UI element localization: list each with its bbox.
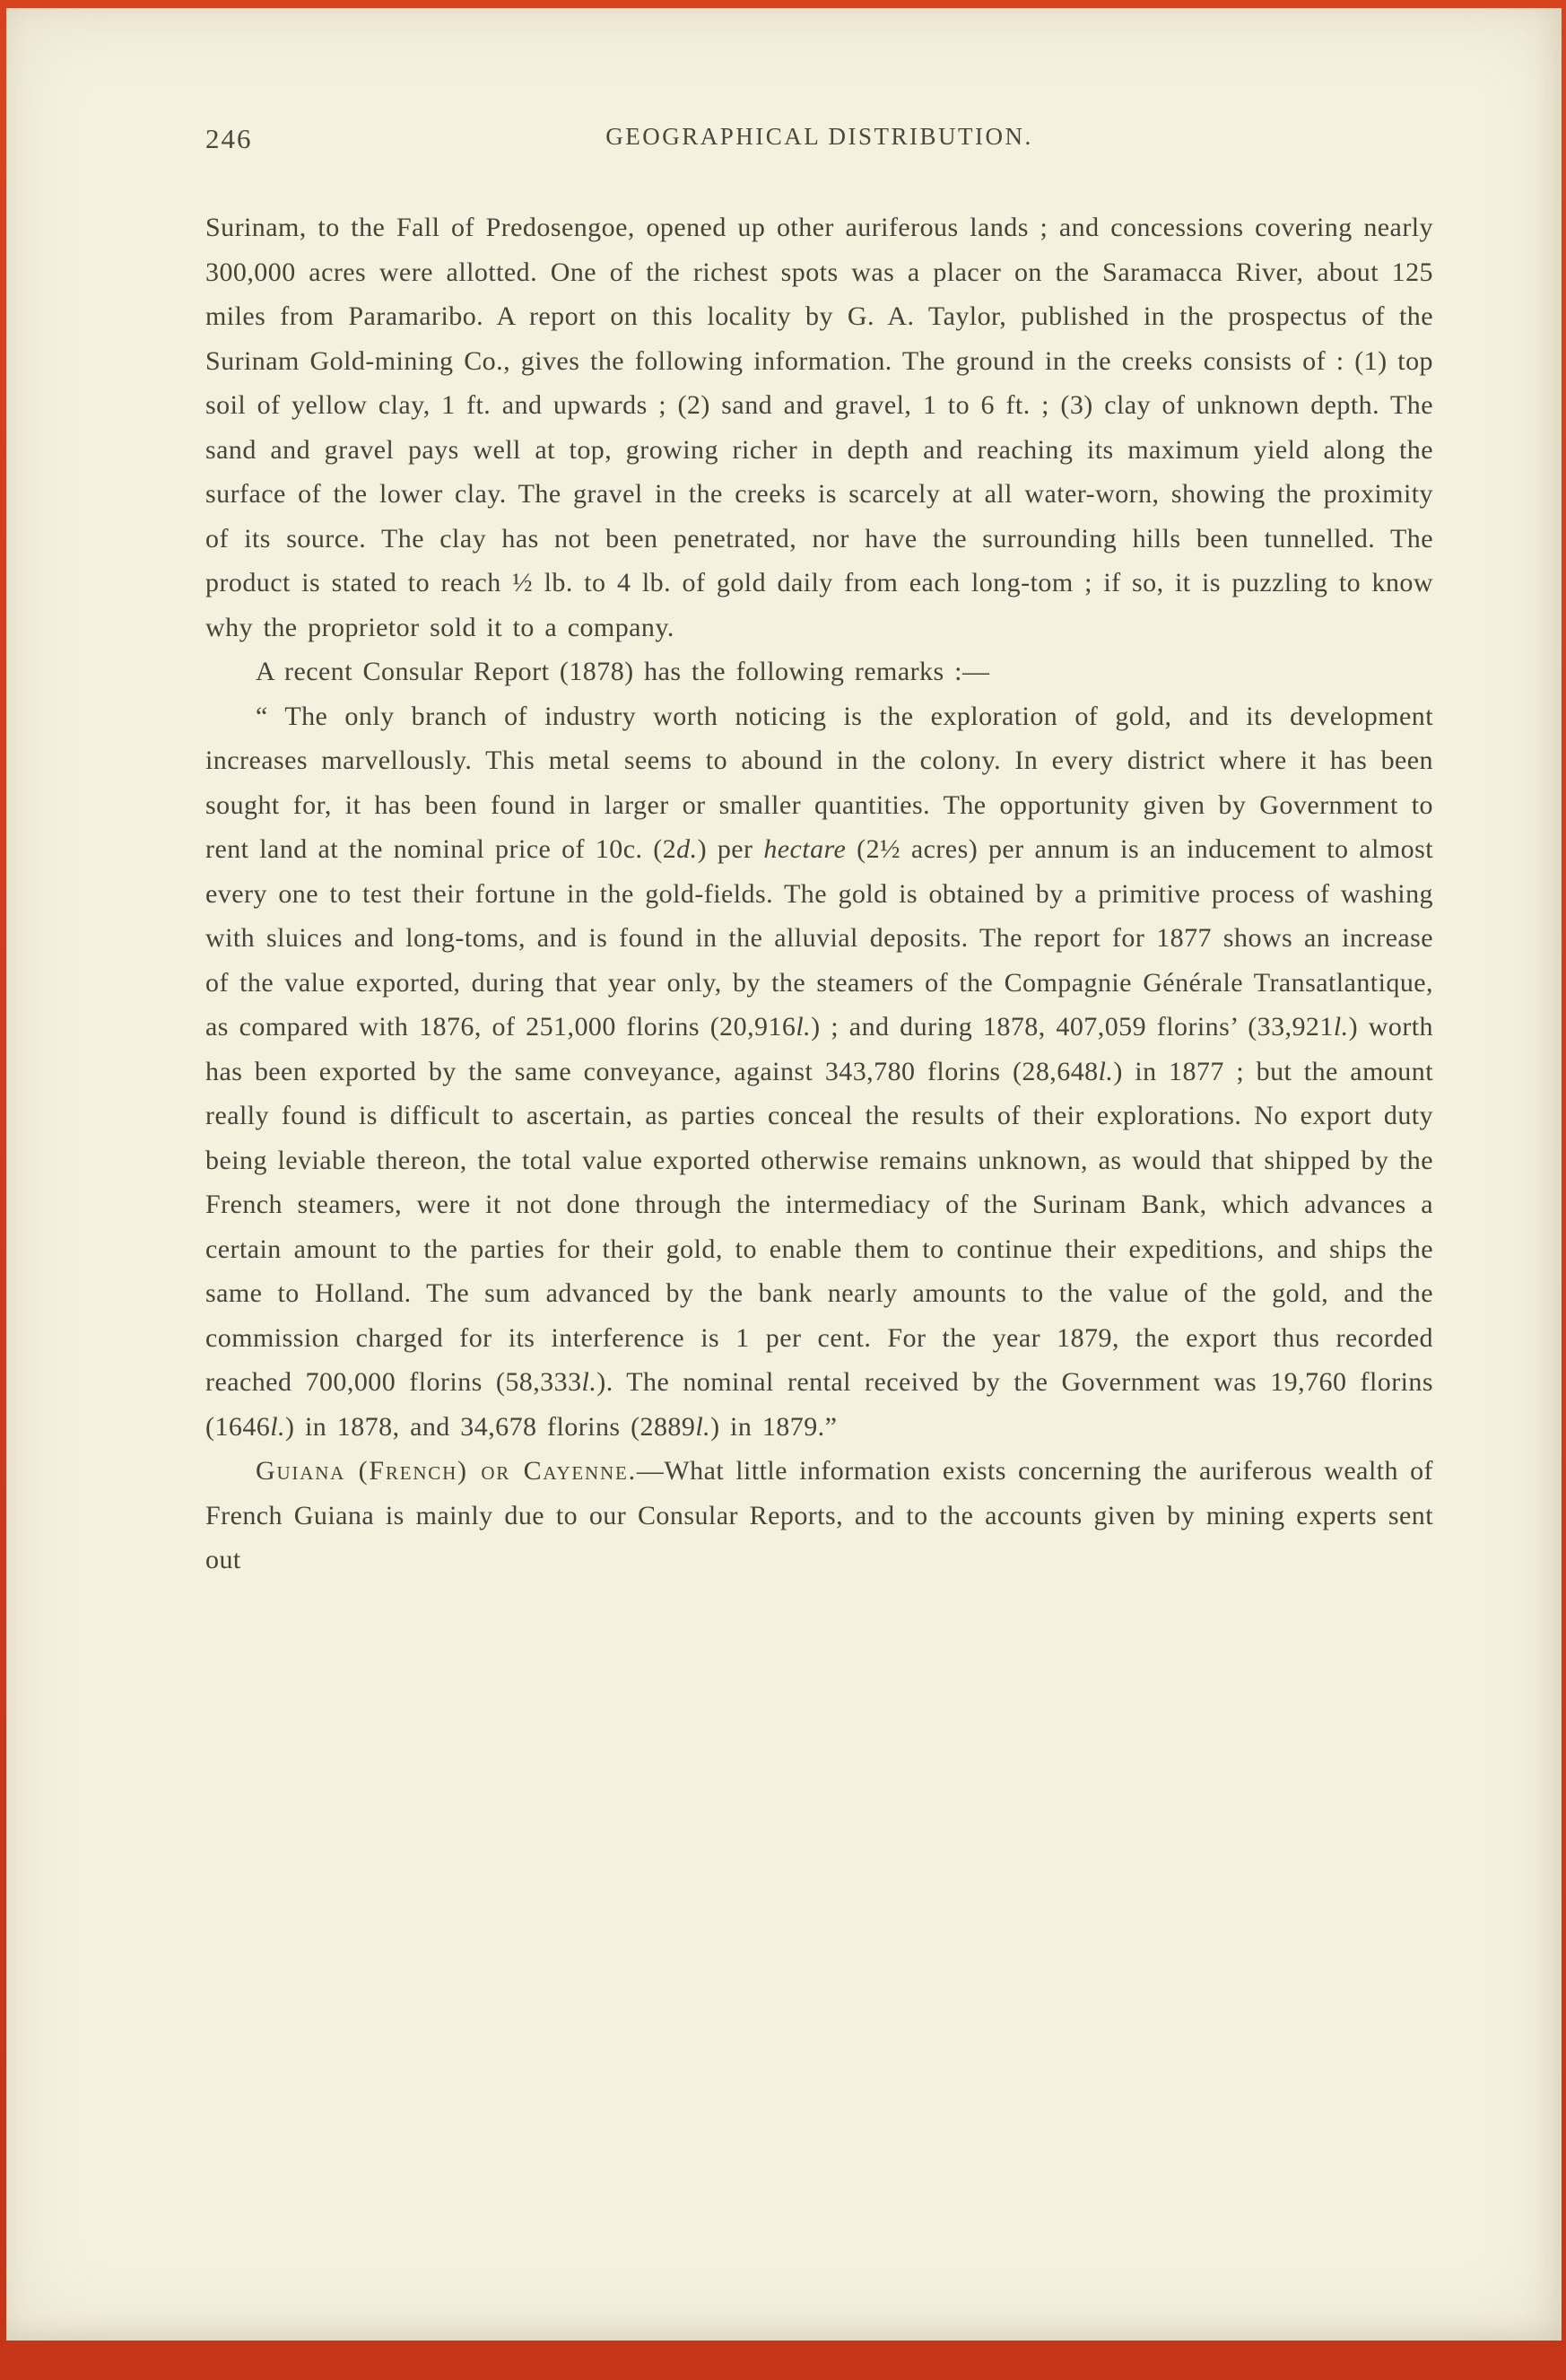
italic-text: l. bbox=[581, 1367, 597, 1397]
paragraph bbox=[205, 694, 1433, 1450]
text-run: ) ; and during 1878, 407,059 florins’ (33,921 bbox=[811, 1012, 1334, 1042]
page-content bbox=[205, 123, 1433, 1582]
scanned-book-page bbox=[6, 8, 1562, 2341]
text-run: ) in 1877 ; but the amount really found is difficult to ascertain, as parties conceal the results of their explorations. No export duty being leviable thereon, the total value exported otherwise remains unknown, as would that shipped by the French steamers, were it not done through the intermediacy of the Surinam Bank, which advances a certain amount to the parties for their gold, to enable them to continue their expeditions, and ships the same to Holland. The sum advanced by the bank nearly amounts to the value of the gold, and the commission charged for its interference is 1 per cent. For the year 1879, the export thus recorded reached 700,000 florins (58,333 bbox=[205, 1056, 1433, 1397]
section-heading-smallcaps: Guiana (French) or Cayenne. bbox=[256, 1456, 637, 1486]
text-run: A recent Consular Report (1878) has the following remarks :— bbox=[256, 657, 990, 686]
text-run: Surinam, to the Fall of Predosengoe, opened up other auriferous lands ; and concessions covering nearly 300,000 acres were allotted. One of the richest spots was a placer on the Saramacca River, about 125 miles from Paramaribo. A report on this locality by G. A. Taylor, published in the prospectus of the Surinam Gold-mining Co., gives the following information. The ground in the creeks consists of : (1) top soil of yellow clay, 1 ft. and upwards ; (2) sand and gravel, 1 to 6 ft. ; (3) clay of unknown depth. The sand and gravel pays well at top, growing richer in depth and reaching its maximum yield along the surface of the lower clay. The gravel in the creeks is scarcely at all water-worn, showing the proximity of its source. The clay has not been penetrated, nor have the surrounding hills been tunnelled. The product is stated to reach ½ lb. to 4 lb. of gold daily from each long-tom ; if so, it is puzzling to know why the proprietor sold it to a company. bbox=[205, 213, 1433, 642]
text-run: ). The nominal rental received by the Government was 19,760 florins (1646 bbox=[205, 1367, 1433, 1442]
italic-text: l. bbox=[796, 1012, 812, 1042]
italic-text: hectare bbox=[763, 834, 847, 864]
text-run: ) in 1878, and 34,678 florins (2889 bbox=[285, 1411, 696, 1442]
paragraph bbox=[205, 649, 1433, 694]
page-number: 246 bbox=[205, 123, 253, 154]
italic-text: d. bbox=[676, 834, 698, 864]
running-header-title: GEOGRAPHICAL DISTRIBUTION. bbox=[605, 123, 1033, 150]
italic-text: l. bbox=[1333, 1012, 1349, 1042]
paragraph bbox=[205, 1449, 1433, 1582]
italic-text: l. bbox=[1098, 1056, 1114, 1086]
italic-text: l. bbox=[695, 1411, 711, 1442]
italic-text: l. bbox=[270, 1411, 285, 1442]
text-run: ) per bbox=[697, 834, 764, 864]
text-run: —What little information exists concerning the auriferous wealth of French Guiana is mainly due to our Consular Reports, and to the accounts given by mining experts sent out bbox=[205, 1456, 1433, 1574]
text-run: (2½ acres) per annum is an inducement to almost every one to test their fortune in the gold-fields. The gold is obtained by a primitive process of washing with sluices and long-toms, and is found in the alluvial deposits. The report for 1877 shows an increase of the value exported, during that year only, by the steamers of the Compagnie Générale Transatlantique, as compared with 1876, of 251,000 florins (20,916 bbox=[205, 834, 1433, 1042]
text-run: ) worth has been exported by the same conveyance, against 343,780 florins (28,648 bbox=[205, 1012, 1433, 1086]
body-text bbox=[205, 205, 1433, 1582]
text-run: ) in 1879.” bbox=[710, 1411, 838, 1442]
page-header bbox=[205, 123, 1433, 155]
paragraph bbox=[205, 205, 1433, 649]
text-run: “ The only branch of industry worth noticing is the exploration of gold, and its development increases marvellously. This metal seems to abound in the colony. In every district where it has been sought for, it has been found in larger or smaller quantities. The opportunity given by Government to rent land at the nominal price of 10c. (2 bbox=[205, 701, 1433, 864]
